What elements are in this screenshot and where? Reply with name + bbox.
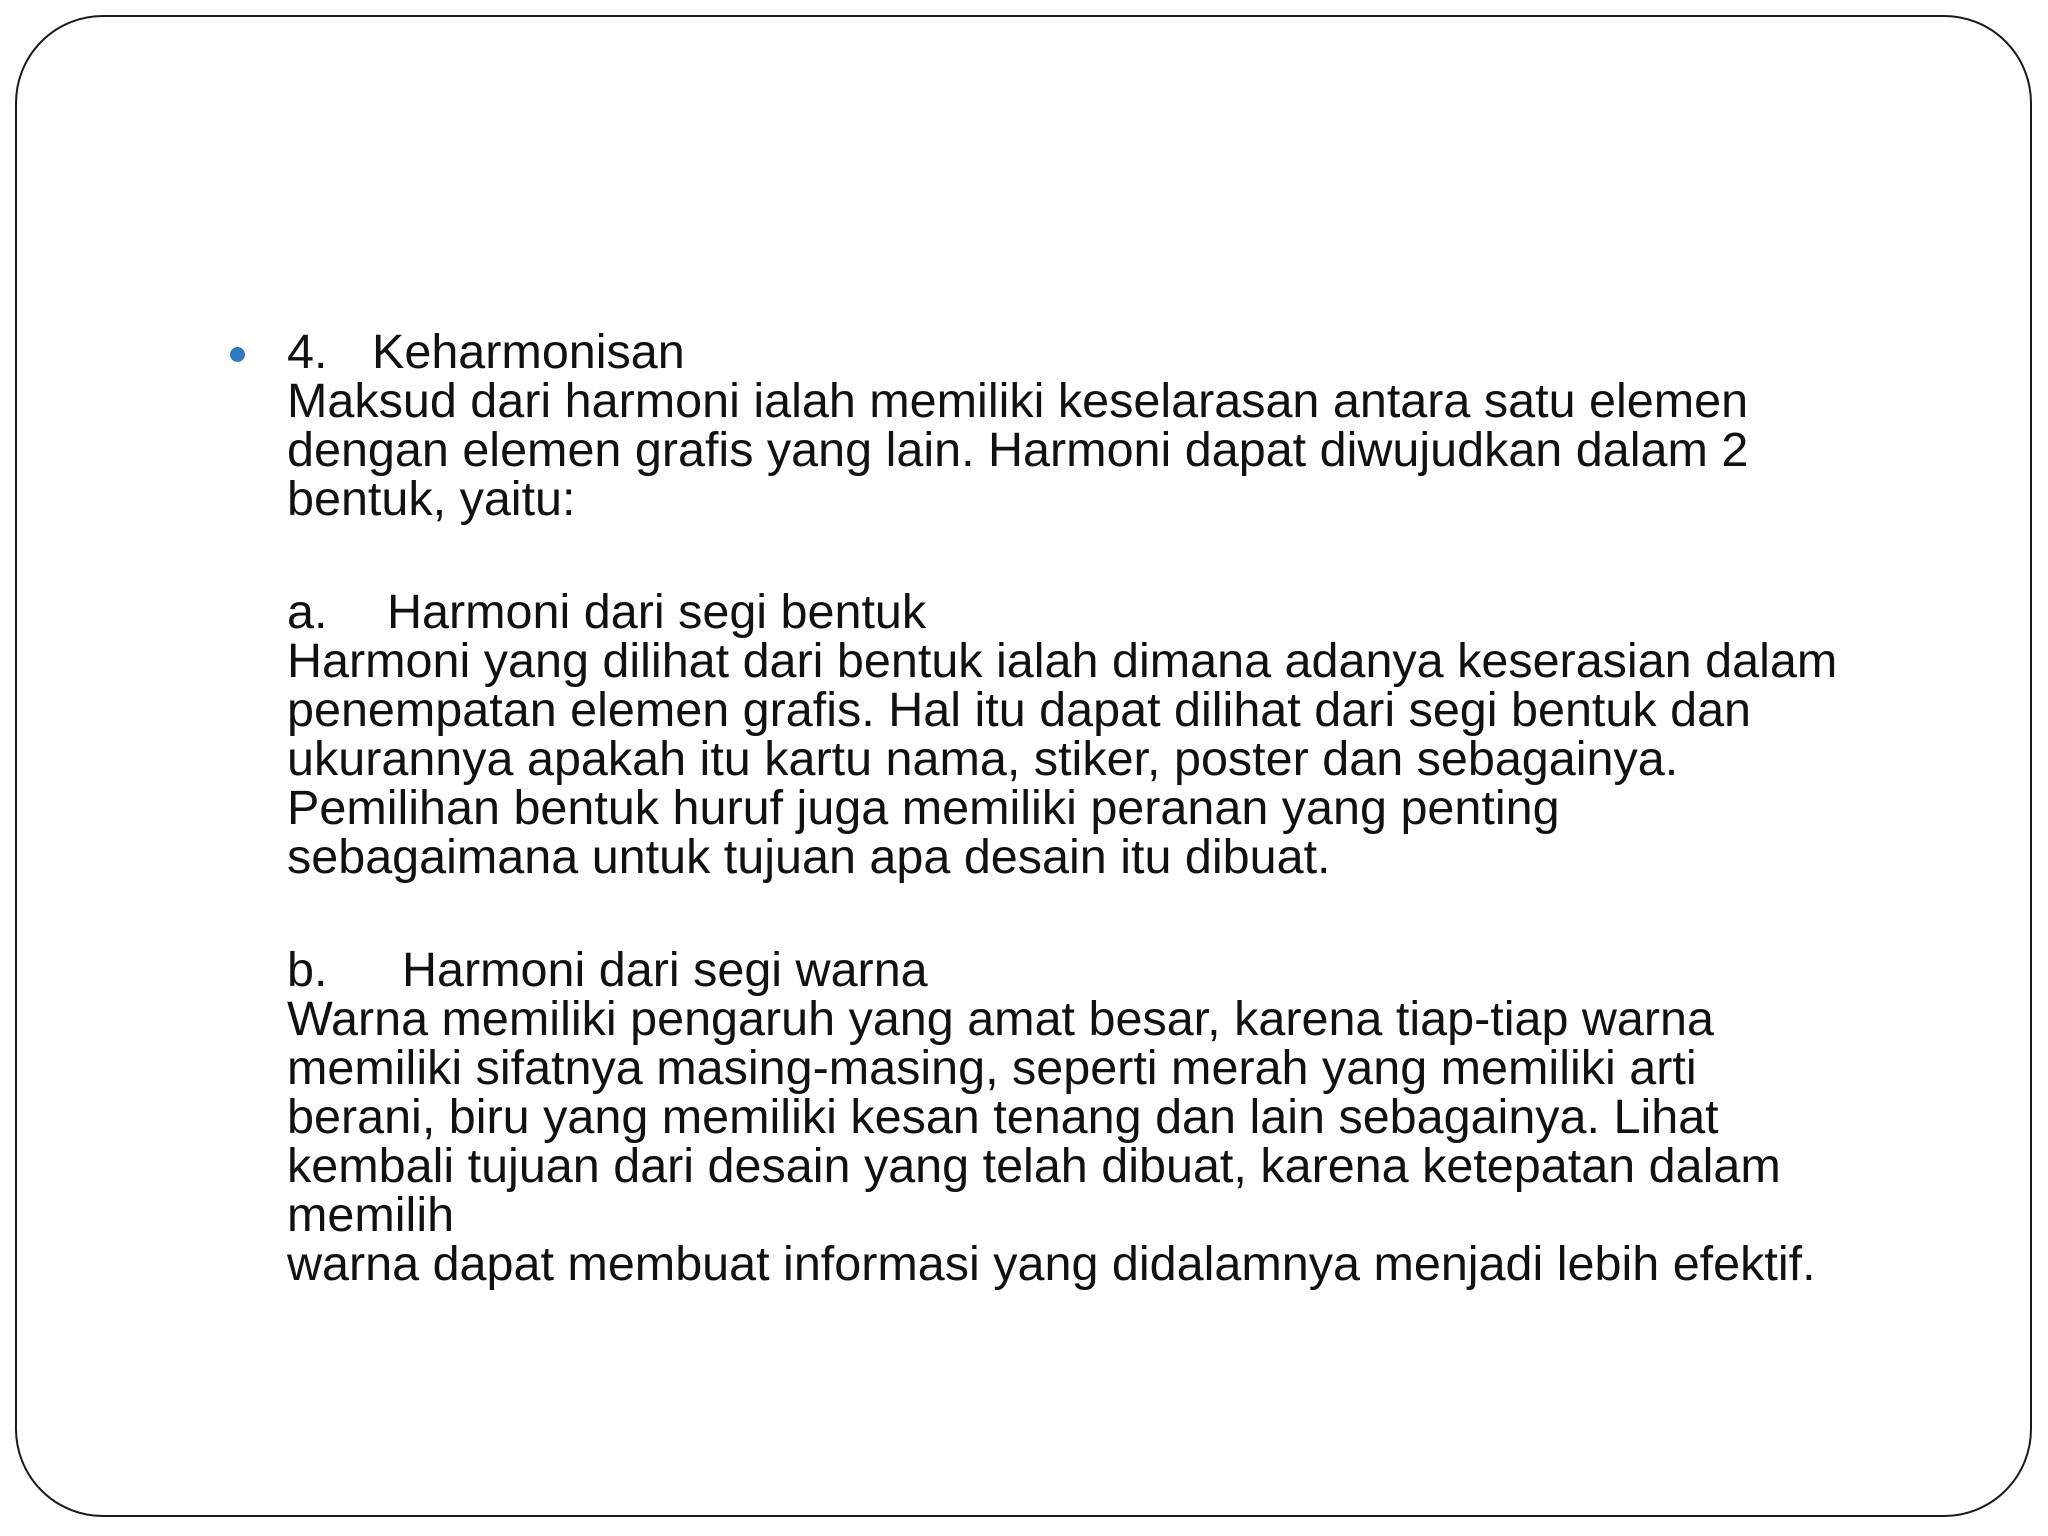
intro-line: dengan elemen grafis yang lain. Harmoni dapat diwujudkan dalam 2 [287,423,1749,477]
subsection-b-line: berani, biru yang memiliki kesan tenang dan lain sebagainya. Lihat [287,1090,1719,1144]
bullet-icon [230,347,245,362]
subsection-a-title: Harmoni dari segi bentuk [387,585,927,639]
subsection-b-line: warna dapat membuat informasi yang didalamnya menjadi lebih efektif. [287,1237,1816,1291]
intro-line: bentuk, yaitu: [287,472,576,526]
subsection-b-title: Harmoni dari segi warna [402,943,928,997]
subsection-b-line: memilih [287,1188,455,1242]
slide-content [287,325,1947,1291]
subsection-a-letter: a. [287,585,328,639]
subsection-a-body [287,634,1947,884]
subsection-a-heading [287,585,1947,639]
section-intro [287,374,1947,526]
subsection-b-line: memiliki sifatnya masing-masing, seperti merah yang memiliki arti [287,1041,1697,1095]
subsection-a-line: sebagaimana untuk tujuan apa desain itu dibuat. [287,830,1331,884]
subsection-b-line: kembali tujuan dari desain yang telah dibuat, karena ketepatan dalam [287,1139,1781,1193]
intro-line: Maksud dari harmoni ialah memiliki keselarasan antara satu elemen [287,374,1749,428]
subsection-a-line: Harmoni yang dilihat dari bentuk ialah dimana adanya keserasian dalam [287,634,1838,688]
section-title: Keharmonisan [372,325,685,379]
subsection-a-line: penempatan elemen grafis. Hal itu dapat dilihat dari segi bentuk dan [287,683,1752,737]
subsection-b-letter: b. [287,943,328,997]
section-heading [287,325,1947,379]
subsection-b-heading [287,943,1947,997]
subsection-b-line: Warna memiliki pengaruh yang amat besar, karena tiap-tiap warna [287,992,1714,1046]
subsection-a-line: Pemilihan bentuk huruf juga memiliki peranan yang penting [287,781,1560,835]
subsection-a-line: ukurannya apakah itu kartu nama, stiker, poster dan sebagainya. [287,732,1679,786]
section-number: 4. [287,325,328,379]
subsection-b-body [287,992,1947,1291]
